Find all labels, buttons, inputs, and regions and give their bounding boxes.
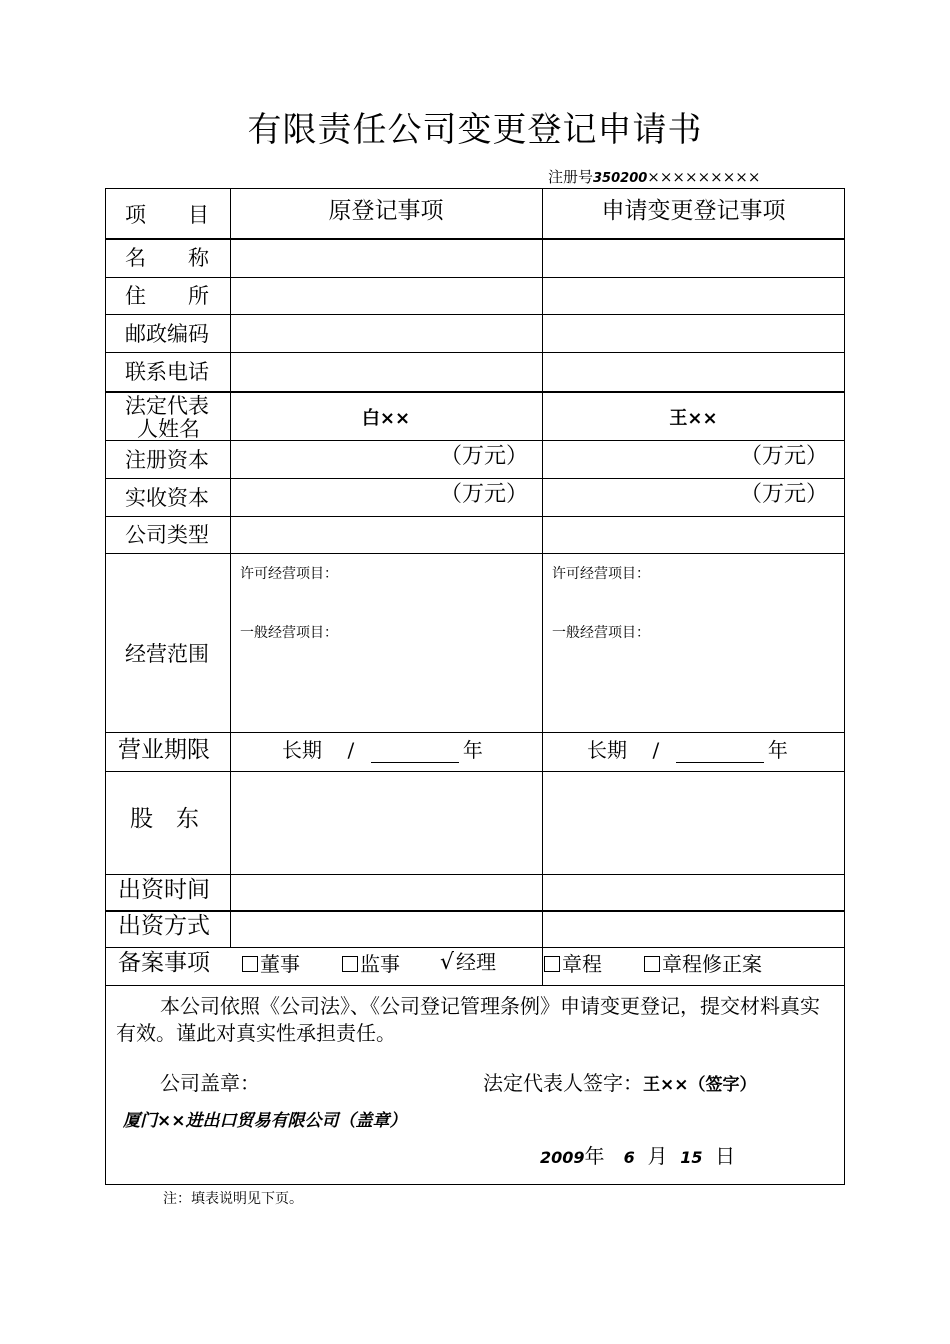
registration-number-value: 350200 [593,171,648,186]
date-day-unit: 日 [715,1144,736,1168]
row-label-legal-rep-name: 人姓名 [137,417,200,441]
legal-rep-original-value: 白×× [361,408,411,429]
row-label-investment-method: 出资方式 [118,913,210,939]
filing-option-directors[interactable] [242,948,300,977]
filing-option-label: 章程修正案 [662,952,762,976]
term-year-unit: 年 [462,738,483,762]
row-label-registered-capital: 注册资本 [125,448,209,472]
row-label-business-term: 营业期限 [118,737,210,763]
page-title: 有限责任公司变更登记申请书 [247,110,703,150]
row-label-postal-code: 邮政编码 [125,322,209,346]
header-changed: 申请变更登记事项 [601,198,786,224]
general-items-original: 一般经营项目： [240,625,338,641]
row-divider [105,910,845,912]
legal-rep-signature-value: 王××（签字） [643,1075,757,1095]
general-items-changed: 一般经营项目： [552,625,650,641]
registration-number [548,166,760,187]
registered-capital-original-unit: （万元） [440,444,529,469]
row-label-shareholders: 股 东 [130,806,199,832]
row-label-legal-rep: 法定代表 [125,394,209,418]
filing-option-label: 经理 [456,950,497,974]
date-day: 15 [680,1148,703,1167]
term-long: 长期 [282,738,322,762]
row-label-investment-time: 出资时间 [118,877,210,903]
row-divider [105,985,845,986]
term-slash: / [347,738,355,762]
term-slash: / [652,738,660,762]
row-divider [105,732,845,733]
row-divider [105,874,845,875]
term-years-blank [371,742,459,763]
signature-date [540,1140,735,1169]
licensed-items-changed: 许可经营项目： [552,566,650,582]
row-divider [105,277,845,278]
filing-option-label: 董事 [260,952,300,976]
column-divider [230,188,231,947]
date-month-unit: 月 [647,1144,668,1168]
checkbox-icon [342,956,358,972]
row-divider [105,516,845,517]
row-label-paid-capital: 实收资本 [125,486,209,510]
filing-option-supervisors[interactable] [342,948,400,977]
row-divider [105,314,845,315]
row-label-company-type: 公司类型 [125,523,209,547]
paid-capital-original-unit: （万元） [440,482,529,507]
row-label-address: 住 所 [125,284,209,308]
business-term-changed [587,734,788,763]
legal-rep-signature-label: 法定代表人签字： [483,1071,643,1095]
term-years-blank [676,742,764,763]
checkbox-icon [644,956,660,972]
term-year-unit: 年 [767,738,788,762]
filing-option-label: 章程 [562,952,602,976]
legal-rep-changed-value: 王×× [669,408,718,429]
checkbox-icon [242,956,258,972]
row-divider [105,553,845,554]
filing-option-articles-amendment[interactable] [644,948,762,977]
check-mark-icon: √ [440,950,455,975]
legal-rep-signature [483,1067,757,1096]
company-name-seal: 厦门××进出口贸易有限公司（盖章） [123,1111,407,1131]
header-original: 原登记事项 [328,198,444,224]
filing-option-label: 监事 [360,952,400,976]
company-seal-label: 公司盖章： [160,1071,260,1095]
row-divider [105,391,845,393]
row-label-filing-items: 备案事项 [118,950,210,976]
filing-option-articles[interactable] [544,948,602,977]
registered-capital-changed-unit: （万元） [740,444,829,469]
declaration-text: 本公司依照《公司法》、《公司登记管理条例》申请变更登记，提交材料真实有效。谨此对真实性承担责任。 [116,994,820,1045]
date-year-unit: 年 [584,1144,605,1168]
header-item: 项 目 [125,203,209,227]
row-label-name: 名 称 [125,246,209,270]
term-long: 长期 [587,738,627,762]
row-divider [105,238,845,240]
row-divider [105,771,845,772]
row-label-phone: 联系电话 [125,360,209,384]
date-month: 6 [623,1148,635,1167]
registration-label: 注册号 [548,168,594,186]
filing-option-manager[interactable] [440,946,496,975]
business-term-original [282,734,483,763]
registration-masked: ××××××××× [647,168,761,186]
checkbox-icon [544,956,560,972]
column-divider [542,188,543,985]
row-divider [105,352,845,353]
footnote: 注：填表说明见下页。 [163,1191,303,1207]
paid-capital-changed-unit: （万元） [740,482,829,507]
date-year: 2009 [540,1148,585,1167]
licensed-items-original: 许可经营项目： [240,566,338,582]
row-label-business-scope: 经营范围 [125,642,209,666]
